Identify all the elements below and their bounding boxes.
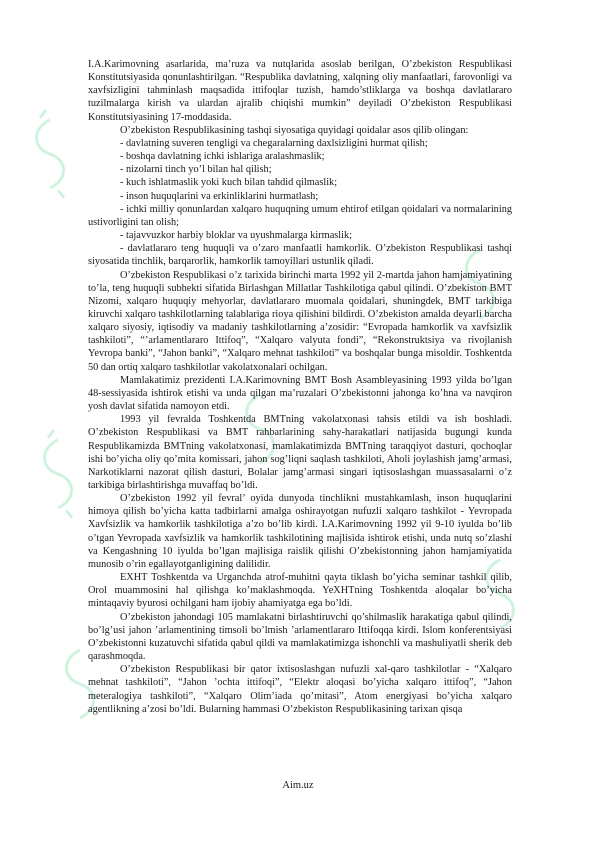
list-item: - ichki milliy qonunlardan xalqaro huquqning umum ehtirof etilgan qoidalari va normalarining ustivorligini tan olish; xyxy=(88,203,512,228)
list-item: - tajavvuzkor harbiy bloklar va uyushmalarga kirmaslik; xyxy=(120,230,352,242)
paragraph: EXHT Toshkentda va Urganchda atrof-muhitni qayta tiklash bo’yicha seminar tashkil qilib, Orol muammosini hal qilishga ko’maklashmoqda. YeXHTning Toshkentda aloqalar bo’yicha mintaqaviy byurosi ochilgani ham ijobiy ahamiyatga ega bo’ldi. xyxy=(88,572,512,610)
paragraph: O’zbekiston 1992 yil fevral’ oyida dunyoda tinchlikni mustahkamlash, inson huquqlarini himoya qilish bo’yicha katta tadbirlarni amalga oshirayotgan nufuzli xalqaro tashkilot - Yevropada Xavfsizlik va hamkorlik tashkilotiga a’zo bo’lib kirdi. I.A.Karimovning 1992 yil 9-10 iyulda bo’lib o’tgan Yevropada xavfsizlik va hamkorlik tashkilotining majlisida ishtirok etishi, unda nutq so’zlashi va Kengashning 10 iyulda bo’lgan majlisiga raislik qilishi O’zbekistonning jahon hamjamiyatida munosib o’rin egallayotganligining dalilidir. xyxy=(88,493,512,570)
page-footer: Aim.uz xyxy=(282,780,314,791)
list-item: - davlatning suveren tengligi va chegaralarning daxlsizligini hurmat qilish; xyxy=(120,137,428,149)
paragraph: O’zbekiston Respublikasi bir qator ixtisoslashgan nufuzli xal-qaro tashkilotlar - “Xalqaro mehnat tashkiloti”, “Jahon ’ochta ittifoqi”, “Elektr aloqasi bo’yicha xalqaro ittifoq”, “Jahon meteralogiya tashkiloti”, “Xalqaro Olim’iada qo’mitasi”, Atom energiyasi bo’yicha xalqaro agentlikning a’zosi bo’ldi. Bularning hammasi O’zbekiston Respublikasining tarixan qisqa xyxy=(88,664,512,715)
paragraph: O’zbekiston Respublikasi o’z tarixida birinchi marta 1992 yil 2-martda jahon hamjamiyatining to’la, teng huquqli subhekti sifatida Birlashgan Millatlar Tashkilotiga qabul qilindi. O’zbekiston BMT Nizomi, xalqaro huquqiy mehyorlar, davlatlararo muomala qoidalari, shuningdek, BMT tarkibiga kiruvchi xalqaro tashkilotlarning talablariga rioya qilishini bildirdi. O’zbekiston amalda deyarli barcha xalqaro siyosiy, iqtisodiy va madaniy tashkilotlarning a’zosidir: “Evropada hamkorlik va xavfsizlik tashkiloti”, “’arlamentlararo Ittifoq”, “Xalqaro valyuta fondi”, “Rekonstruktsiya va rivojlanish Yevropa banki”, “Jahon banki”, “Xalqaro mehnat tashkiloti” va boshqalar bunga misoldir. Toshkentda 50 dan ortiq xalqaro tashkilotlar vakolatxonalari ochilgan. xyxy=(88,269,512,373)
paragraph: I.A.Karimovning asarlarida, ma’ruza va nutqlarida asoslab berilgan, O’zbekiston Respublikasi Konstitutsiyasida qonunlashtirilgan. “Respublika davlatning, xalqning oliy manfaatlari, farovonligi va xavfsizligini tahminlash maqsadida ittifoqlar tuzish, hamdo’stliklarga va boshqa davlatlararo tuzilmalarga kirish va ulardan ajralib chiqishi mumkin” deyiladi O’zbekiston Respublikasi Konstitutsiyasining 17-moddasida. xyxy=(88,59,512,123)
paragraph: Mamlakatimiz prezidenti I.A.Karimovning BMT Bosh Asambleyasining 1993 yilda bo’lgan 48-sessiyasida ishtirok etishi va unda qilgan ma’ruzalari O’zbekistonni jahonga ko’hna va navqiron yosh davlat sifatida namoyon etdi. xyxy=(88,374,512,413)
paragraph: O’zbekiston jahondagi 105 mamlakatni birlashtiruvchi qo’shilmaslik harakatiga qabul qilindi, bo’lg’usi jahon ’arlamentining timsoli bo’lmish ’arlamentlararo Ittifoqqa kirdi. Islom konferentsiyasi O’zbekistonni kuzatuvchi sifatida qabul qildi va mamlakatimizga ishonchli va mashuliyatli sherik deb qarashmoqda. xyxy=(88,611,512,663)
list-item: - boshqa davlatning ichki ishlariga aralashmaslik; xyxy=(120,151,325,163)
list-item: - kuch ishlatmaslik yoki kuch bilan tahdid qilmaslik; xyxy=(120,177,338,189)
list-item: - nizolarni tinch yo’l bilan hal qilish; xyxy=(120,164,272,176)
document-body xyxy=(88,58,512,716)
paragraph: O’zbekiston Respublikasining tashqi siyosatiga quyidagi qoidalar asos qilib olingan: xyxy=(120,124,469,136)
list-item: - davlatlararo teng huquqli va o’zaro manfaatli hamkorlik. O’zbekiston Respublikasi tashqi siyosatida tinchlik, barqarorlik, hamkorlik tamoyillari ustunlik qiladi. xyxy=(88,243,512,268)
paragraph: 1993 yil fevralda Toshkentda BMTning vakolatxonasi tahsis etildi va ish boshladi. O’zbekiston Respublikasi va BMT rahbarlarining sahy-harakatlari natijasida bugungi kunda Respublikamizda BMTning vakolatxonasi, mamlakatimizda BMTning taraqqiyot dasturi, qochoqlar ishi bo’yicha oliy qo’mita komissari, jahon sog’liqni saqlash tashkiloti, Aholi joylashish jamg’armasi, Narkotiklarni nazorat qilish dasturi, Bolalar jamg’armasi singari iqtisoslashgan muassasalarni o’z tarkibiga birlashtirishga muvaffaq bo’ldi. xyxy=(88,414,512,491)
watermark-logo-left-bottom xyxy=(45,430,73,518)
watermark-logo-left-top xyxy=(37,110,65,198)
list-item: - inson huquqlarini va erkinliklarini hurmatlash; xyxy=(120,190,319,202)
